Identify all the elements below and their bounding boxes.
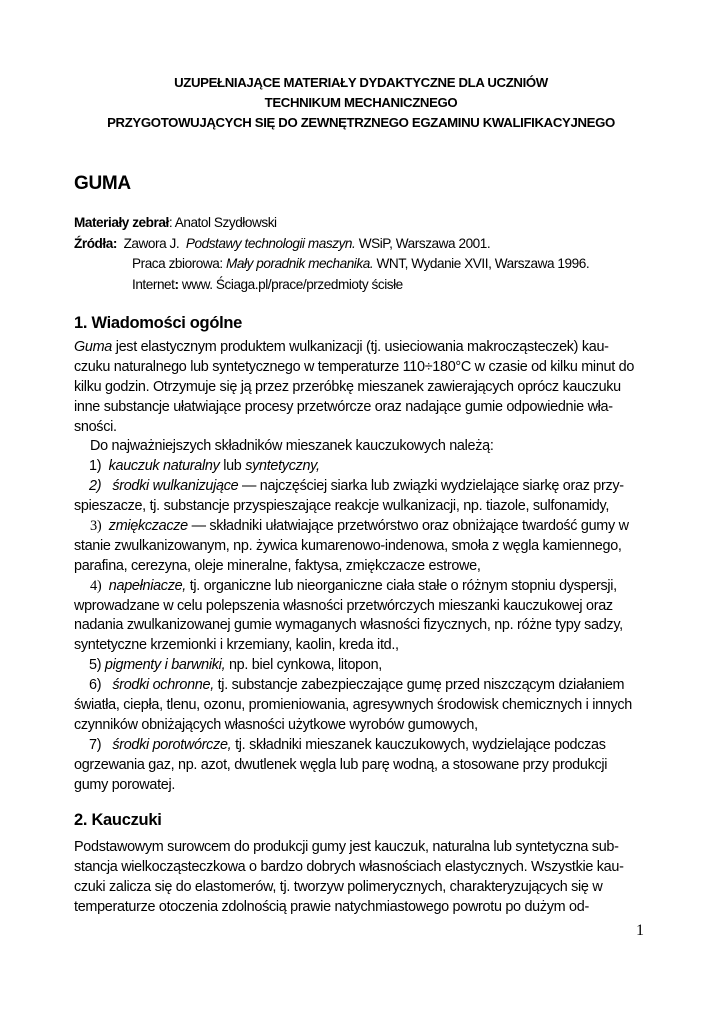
list-item-3: 3) zmiękczacze — składniki ułatwiające przetwórstwo oraz obniżające twardość gumy w [90,518,629,535]
source-line-2: Praca zbiorowa: Mały poradnik mechanika. WNT, Wydanie XVII, Warszawa 1996. [132,256,590,271]
list-item-7: 7) środki porotwórcze, tj. składniki mieszanek kauczukowych, wydzielające podczas [89,736,606,753]
list-item-4-cont: syntetyczne krzemionki i krzemiany, kaolin, kreda itd., [74,637,399,654]
paragraph-line: Podstawowym surowcem do produkcji gumy jest kauczuk, naturalna lub syntetyczna sub- [74,839,619,855]
paragraph-line: stancja wielkocząsteczkowa o bardzo dobrych własnościach elastycznych. Wszystkie kau- [74,858,624,875]
list-intro: Do najważniejszych składników mieszanek kauczukowych należą: [90,438,494,455]
paragraph-line: Guma jest elastycznym produktem wulkanizacji (tj. usieciowania makrocząsteczek) kau- [74,339,609,355]
header-line-3: PRZYGOTOWUJĄCYCH SIĘ DO ZEWNĘTRZNEGO EGZAMINU KWALIFIKACYJNEGO [107,115,615,130]
list-item-5: 5) pigmenty i barwniki, np. biel cynkowa, litopon, [89,657,382,674]
section-1-heading: 1. Wiadomości ogólne [74,314,243,332]
list-item-6: 6) środki ochronne, tj. substancje zabezpieczające gumę przed niszczącym działaniem [89,677,625,694]
source-line-1: Źródła: Zawora J. Podstawy technologii maszyn. WSiP, Warszawa 2001. [74,235,491,251]
term-guma: Guma [74,339,112,355]
document-title: GUMA [74,173,131,194]
paragraph-line: temperaturze otoczenia zdolnością prawie natychmiastowego powrotu po dużym od- [74,898,589,915]
list-item-4: 4) napełniacze, tj. organiczne lub nieorganiczne ciała stałe o różnym stopniu dyspersji, [90,577,617,594]
collected-by-value: : Anatol Szydłowski [168,215,277,230]
sources-label: Źródła: [74,235,117,251]
list-item-6-cont: czynników obniżających własności użytkowe wyrobów gumowych, [74,716,478,733]
document-metadata [74,213,694,295]
header-line-1: UZUPEŁNIAJĄCE MATERIAŁY DYDAKTYCZNE DLA UCZNIÓW [174,75,548,90]
collected-by-line [74,213,694,234]
paragraph-line: kilku godzin. Otrzymuje się ją przez przeróbkę mieszanek zawierających oprócz kauczuku [74,378,621,395]
list-item-3-cont: stanie zwulkanizowanym, np. żywica kumarenowo-indenowa, smoła z węgla kamiennego, [74,537,622,554]
list-item-3-cont: parafina, cerezyna, oleje mineralne, faktysa, zmiękczacze estrowe, [74,557,481,574]
list-item-4-cont: wprowadzane w celu polepszenia własności przetwórczych mieszanki kauczukowej oraz [74,597,613,614]
paragraph-line: inne substancje ułatwiające procesy przetwórcze oraz nadające gumie odpowiednie wła- [74,398,613,415]
collected-by-label: Materiały zebrał [74,215,169,230]
paragraph-line: czuku naturalnego lub syntetycznego w temperaturze 110÷180°C w czasie od kilku minut do [74,358,635,375]
header-line-2: TECHNIKUM MECHANICZNEGO [264,95,458,110]
list-item-1: 1) kauczuk naturalny lub syntetyczny, [89,458,320,475]
list-item-2: 2) środki wulkanizujące — najczęściej siarka lub związki wydzielające siarkę oraz przy- [89,478,624,495]
section-2-heading: 2. Kauczuki [74,811,162,829]
paragraph-line: sności. [74,418,117,435]
list-item-7-cont: gumy porowatej. [74,776,176,793]
source-line-internet: Internet: www. Ściaga.pl/prace/przedmioty ścisłe [132,276,403,292]
section-1-body [74,338,654,795]
list-item-7-cont: ogrzewania gaz, np. azot, dwutlenek węgla lub parę wodną, a stosowane przy produkcji [74,756,608,773]
list-item-4-cont: nadania zwulkanizowanej gumie wymaganych własności fizycznych, np. różne typy sadzy, [74,617,623,634]
list-item-2-cont: spieszacze, tj. substancje przyspieszające reakcje wulkanizacji, np. tiazole, sulfonamidy, [74,498,610,515]
page-number: 1 [636,922,644,939]
section-2-body [74,838,654,918]
document-header [0,73,722,133]
paragraph-line: czuki zalicza się do elastomerów, tj. tworzyw polimerycznych, charakteryzujących się w [74,878,603,895]
list-item-6-cont: światła, ciepła, tlenu, ozonu, promieniowania, agresywnych środowisk chemicznych i innych [74,697,632,714]
